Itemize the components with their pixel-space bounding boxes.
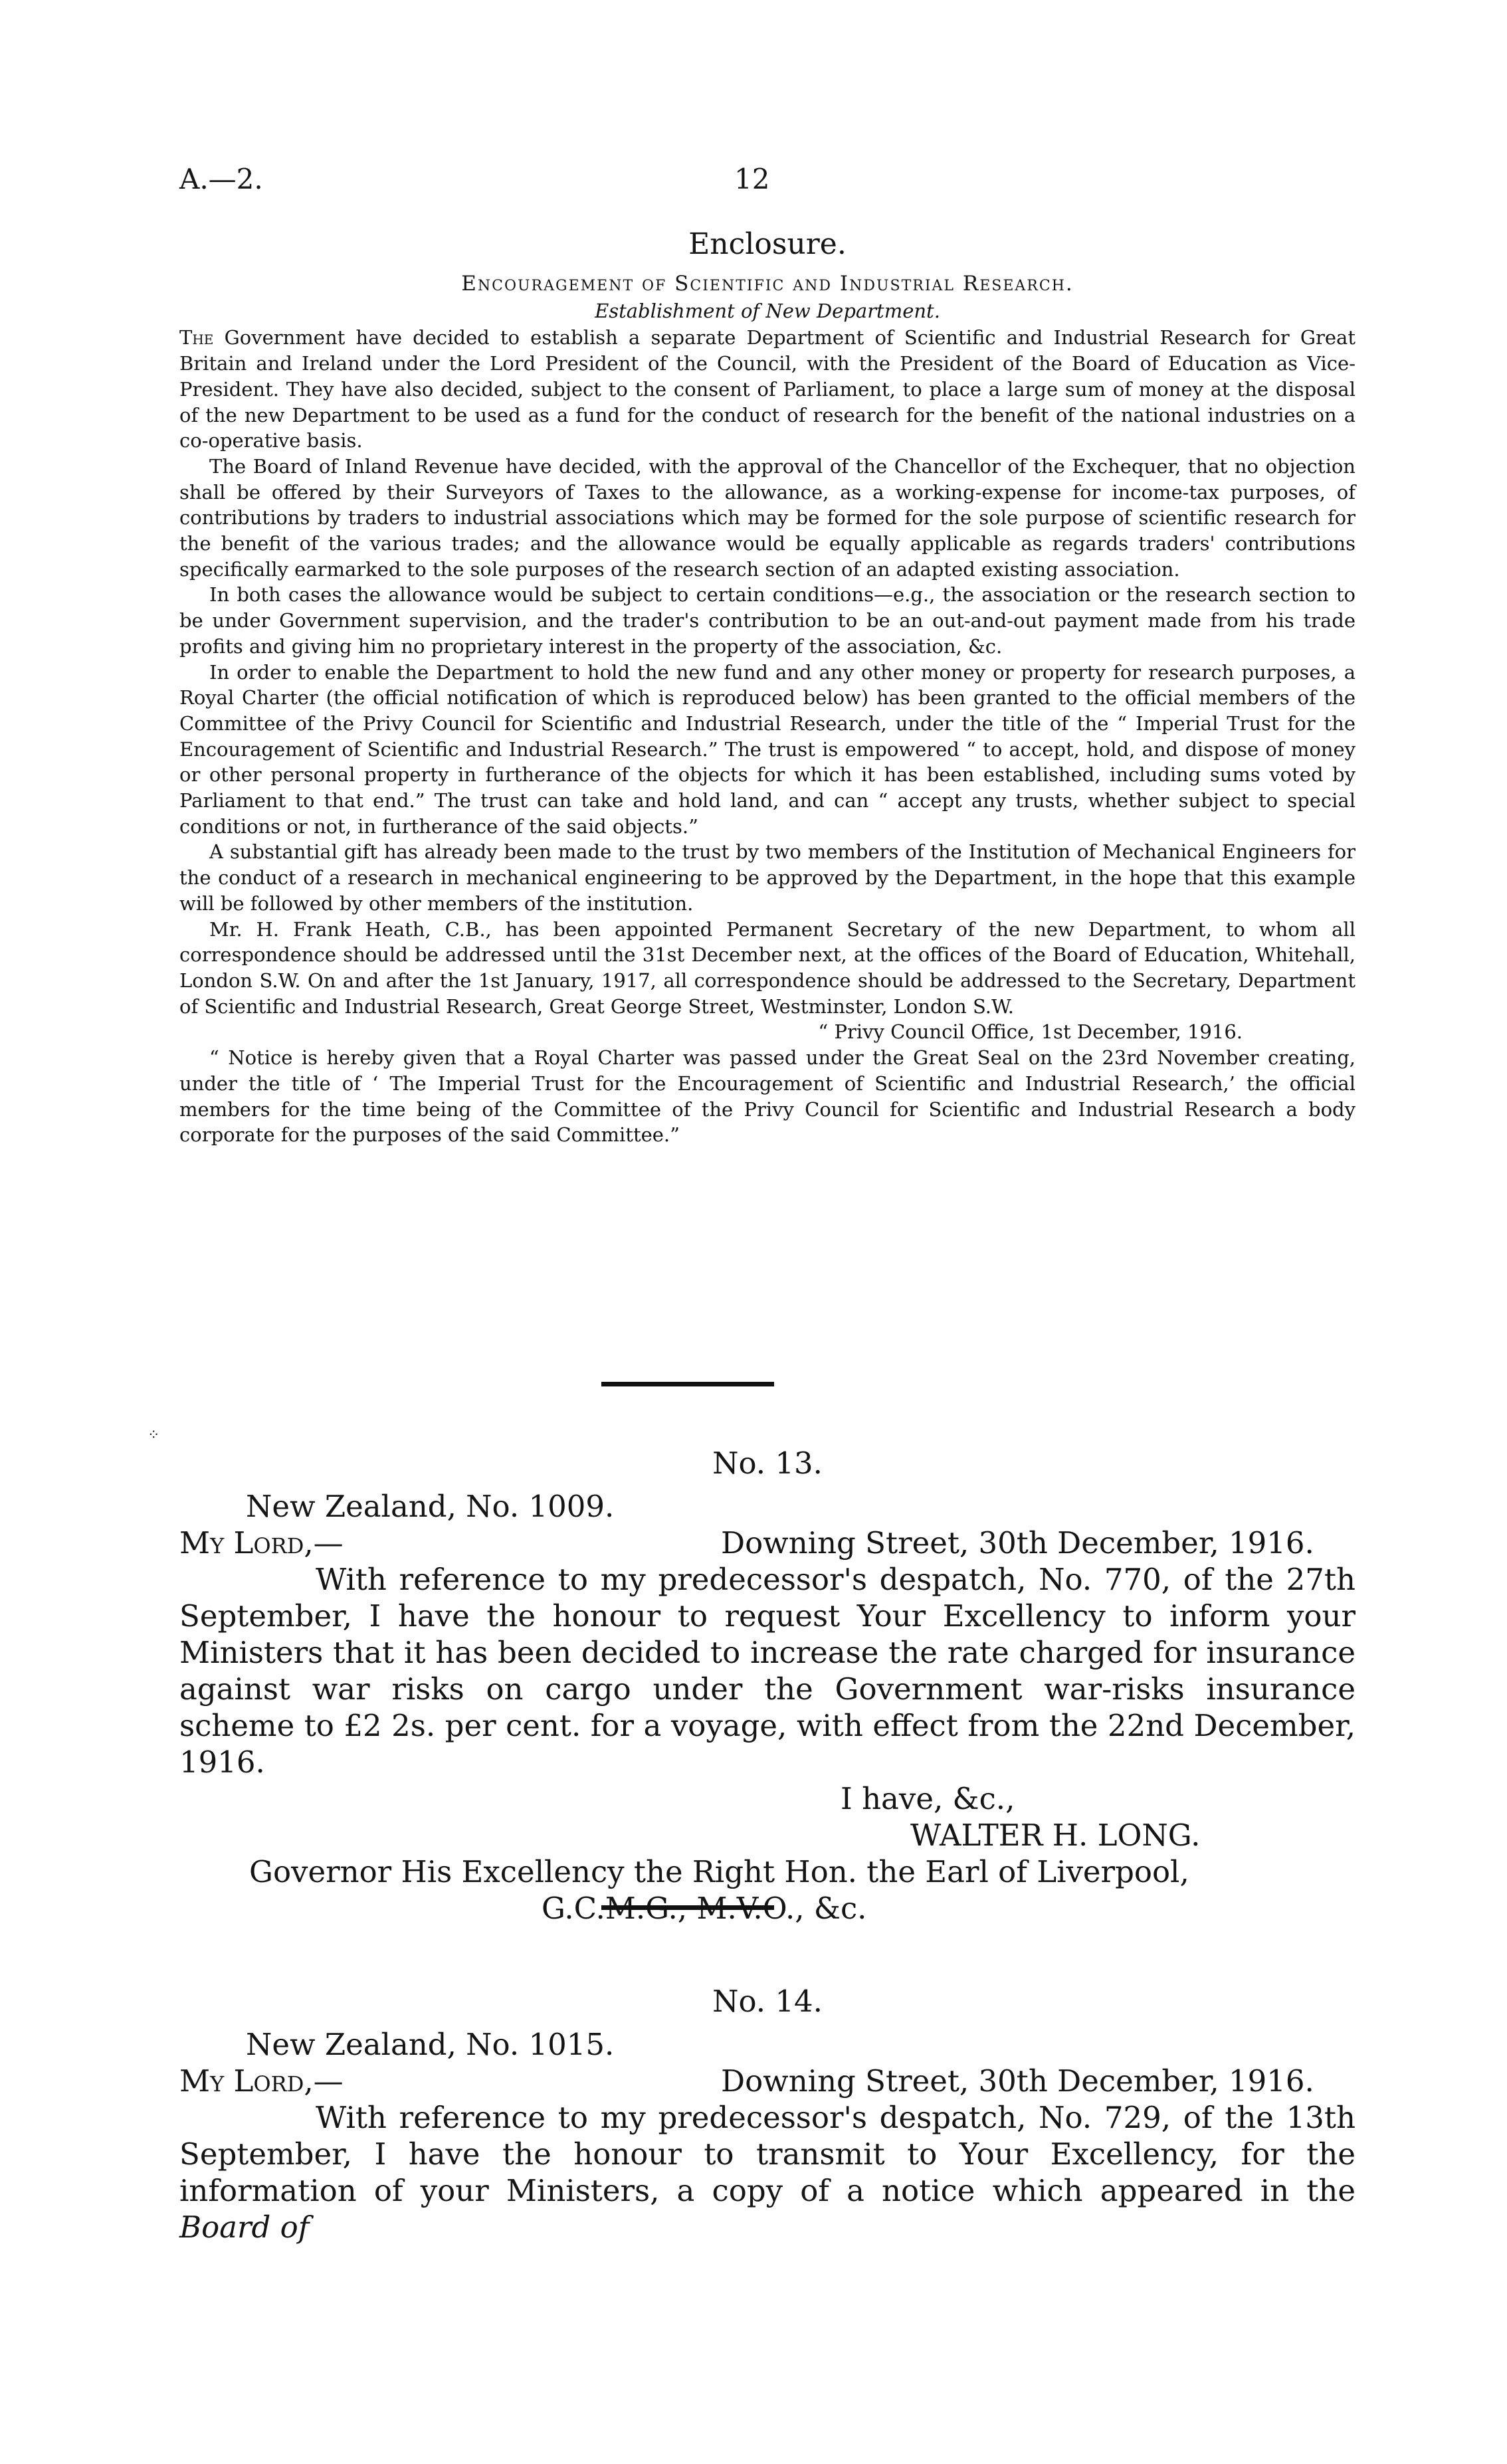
signature: WALTER H. LONG.	[910, 1818, 1201, 1853]
despatch-body: With reference to my predecessor's despatch, No. 770, of the 27th September, I have the honour to request Your Excellency to inform your Ministers that it has been decided to increase the rate charged for insurance against war risks on cargo under the Government war-risks insurance scheme to £2 2s. per cent. for a voyage, with effect from the 22nd December, 1916.	[179, 1562, 1356, 1780]
despatch-no-14	[179, 1983, 1356, 2245]
enclosure-paragraph-2: The Board of Inland Revenue have decided, with the approval of the Chancellor of the Exchequer, that no objection shall be offered by their Surveyors of Taxes to the allowance, as a working-expense for income-tax purposes, of contributions by traders to industrial associations which may be formed for the sole purpose of scientific research for the benefit of the various trades; and the allowance would be equally applicable as regards traders' contributions specifically earmarked to the sole purposes of the research section of an adapted existing association.	[179, 454, 1356, 581]
privy-council-dateline: “ Privy Council Office, 1st December, 1916.	[818, 1020, 1243, 1044]
margin-mark: ⁘	[148, 1427, 160, 1444]
salutation: My Lord,—	[179, 2063, 344, 2099]
addressee-line-2: G.C.M.G., M.V.O., &c.	[542, 1891, 867, 1926]
new-zealand-reference: New Zealand, No. 1015.	[246, 2027, 615, 2062]
enclosure-title: Enclosure.	[688, 227, 847, 261]
enclosure-subheading: Establishment of New Department.	[595, 299, 940, 322]
section-divider-rule	[601, 1905, 774, 1910]
closing: I have, &c.,	[841, 1781, 1015, 1816]
enclosure-paragraph-6: Mr. H. Frank Heath, C.B., has been appointed Permanent Secretary of the new Department, to whom all correspondence should be addressed until the 31st December next, at the offices of the Board of Education, Whitehall, London S.W. On and after the 1st January, 1917, all correspondence should be addressed to the Secretary, Department of Scientific and Industrial Research, Great George Street, Westminster, London S.W.	[179, 917, 1356, 1018]
despatch-number: No. 14.	[712, 1984, 823, 2019]
enclosure-paragraph-1	[179, 325, 1356, 454]
despatch-body	[179, 2099, 1356, 2245]
sender-address-date: Downing Street, 30th December, 1916.	[721, 1525, 1314, 1561]
salutation-row	[179, 2063, 1356, 2099]
page-number: 12	[734, 163, 770, 195]
new-zealand-reference: New Zealand, No. 1009.	[246, 1489, 615, 1524]
enclosure-paragraph-4: In order to enable the Department to hold the new fund and any other money or property for research purposes, a Royal Charter (the official notification of which is reproduced below) has been granted to the official members of the Committee of the Privy Council for Scientific and Industrial Research, under the title of the “ Imperial Trust for the Encouragement of Scientific and Industrial Research.” The trust is empowered “ to accept, hold, and dispose of money or other personal property in furtherance of the objects for which it has been established, including sums voted by Parliament to that end.” The trust can take and hold land, and can “ accept any trusts, whether subject to special conditions or not, in furtherance of the said objects.”	[179, 660, 1356, 838]
despatch-no-13	[179, 1445, 1356, 1927]
sender-address-date: Downing Street, 30th December, 1916.	[721, 2063, 1314, 2099]
enclosure-paragraph-3: In both cases the allowance would be subject to certain conditions—e.g., the association or the research section to be under Government supervision, and the trader's contribution to be an out-and-out payment made from his trade profits and giving him no proprietary interest in the property of the association, &c.	[179, 583, 1356, 658]
document-reference: A.—2.	[179, 163, 263, 195]
page-header	[179, 163, 1356, 203]
despatch-number: No. 13.	[712, 1446, 823, 1481]
enclosure-paragraph-5: A substantial gift has already been made to the trust by two members of the Institution of Mechanical Engineers for the conduct of a research in mechanical engineering to be approved by the Department, in the hope that this example will be followed by other members of the institution.	[179, 840, 1356, 915]
salutation: My Lord,—	[179, 1525, 344, 1561]
paragraph-lead: The	[179, 326, 214, 349]
paragraph-text: Government have decided to establish a separate Department of Scientific and Industrial Research for Great Britain and Ireland under the Lord President of the Council, with the President of the Board of Education as Vice-President. They have also decided, subject to the consent of Parliament, to place a large sum of money at the disposal of the new Department to be used as a fund for the conduct of research for the benefit of the national industries on a co-operative basis.	[179, 326, 1356, 452]
section-divider-rule	[601, 1382, 774, 1386]
enclosure-paragraph-7: “ Notice is hereby given that a Royal Charter was passed under the Great Seal on the 23rd November creating, under the title of ‘ The Imperial Trust for the Encouragement of Scientific and Industrial Research,’ the official members for the time being of the Committee of the Privy Council for Scientific and Industrial Research a body corporate for the purposes of the said Committee.”	[179, 1046, 1356, 1147]
enclosure-section	[179, 226, 1356, 1148]
enclosure-heading: Encouragement of Scientific and Industrial Research.	[461, 272, 1074, 296]
despatch-body-italic: Board of	[179, 2210, 310, 2245]
addressee-line-1: Governor His Excellency the Right Hon. the Earl of Liverpool,	[249, 1854, 1189, 1889]
despatch-body-text: With reference to my predecessor's despatch, No. 729, of the 13th September, I have the honour to transmit to Your Excellency, for the information of your Ministers, a copy of a notice which appeared in the	[179, 2100, 1356, 2208]
salutation-row	[179, 1525, 1356, 1561]
